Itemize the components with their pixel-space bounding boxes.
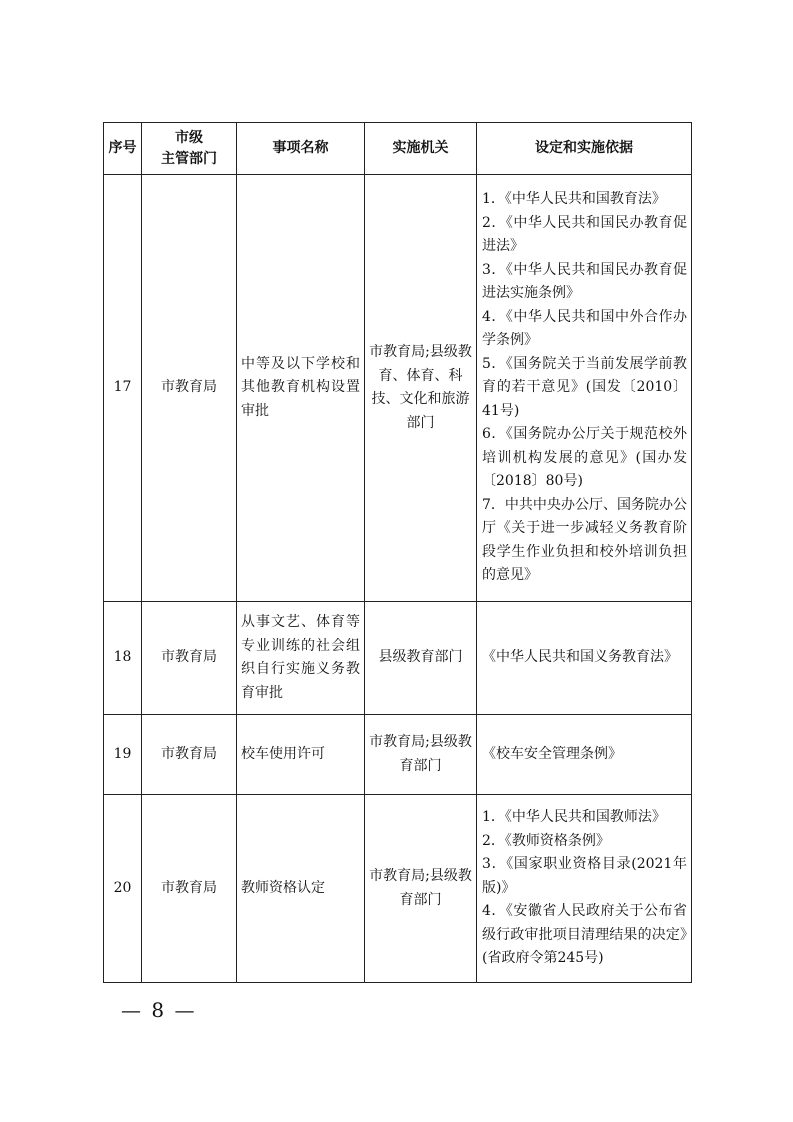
basis-item: 2．《中华人民共和国民办教育促进法》 xyxy=(482,214,687,255)
row-authority: 市教育局;县级教育部门 xyxy=(365,795,477,983)
basis-item: 《校车安全管理条例》 xyxy=(482,745,622,762)
row-authority: 市教育局;县级教育部门 xyxy=(365,715,477,795)
basis-item: 4．《中华人民共和国中外合作办学条例》 xyxy=(482,308,687,349)
row-seq: 20 xyxy=(104,795,142,983)
row-dept: 市教育局 xyxy=(142,602,237,715)
row-dept: 市教育局 xyxy=(142,715,237,795)
row-dept: 市教育局 xyxy=(142,175,237,602)
row-dept: 市教育局 xyxy=(142,795,237,983)
approval-items-table xyxy=(103,122,692,983)
table-row xyxy=(104,715,692,795)
table-row xyxy=(104,795,692,983)
table-row xyxy=(104,602,692,715)
row-seq: 18 xyxy=(104,602,142,715)
basis-item: 3．《中华人民共和国民办教育促进法实施条例》 xyxy=(482,261,687,302)
row-basis xyxy=(477,715,692,795)
header-authority: 实施机关 xyxy=(365,123,477,175)
page-number: — 8 — xyxy=(121,998,197,1022)
header-dept-line1: 市级 xyxy=(175,129,203,146)
basis-item: 3．《国家职业资格目录(2021年版)》 xyxy=(482,856,687,896)
row-item: 校车使用许可 xyxy=(237,715,365,795)
row-seq: 17 xyxy=(104,175,142,602)
table-row xyxy=(104,175,692,602)
header-item: 事项名称 xyxy=(237,123,365,175)
basis-item: 《中华人民共和国义务教育法》 xyxy=(482,649,678,666)
header-dept xyxy=(142,123,237,175)
basis-item: 6．《国务院办公厅关于规范校外培训机构发展的意见》(国办发〔2018〕80号) xyxy=(482,426,687,490)
row-item: 教师资格认定 xyxy=(237,795,365,983)
basis-item: 5．《国务院关于当前发展学前教育的若干意见》(国发〔2010〕41号) xyxy=(482,355,687,419)
basis-item: 1．《中华人民共和国教师法》 xyxy=(482,809,666,826)
row-basis xyxy=(477,175,692,602)
row-item: 从事文艺、体育等专业训练的社会组织自行实施义务教育审批 xyxy=(237,602,365,715)
row-seq: 19 xyxy=(104,715,142,795)
row-item: 中等及以下学校和其他教育机构设置审批 xyxy=(237,175,365,602)
row-authority: 县级教育部门 xyxy=(365,602,477,715)
row-authority: 市教育局;县级教育、体育、科技、文化和旅游部门 xyxy=(365,175,477,602)
basis-item: 1．《中华人民共和国教育法》 xyxy=(482,191,666,208)
table-header-row xyxy=(104,123,692,175)
basis-item: 4．《安徽省人民政府关于公布省级行政审批项目清理结果的决定》(省政府令第245号) xyxy=(482,903,687,967)
basis-item: 7．中共中央办公厅、国务院办公厅《关于进一步减轻义务教育阶段学生作业负担和校外培训负担的意见》 xyxy=(482,496,687,584)
basis-item: 2．《教师资格条例》 xyxy=(482,832,610,849)
header-dept-line2: 主管部门 xyxy=(161,150,217,167)
header-basis: 设定和实施依据 xyxy=(477,123,692,175)
row-basis xyxy=(477,602,692,715)
row-basis xyxy=(477,795,692,983)
header-seq: 序号 xyxy=(104,123,142,175)
